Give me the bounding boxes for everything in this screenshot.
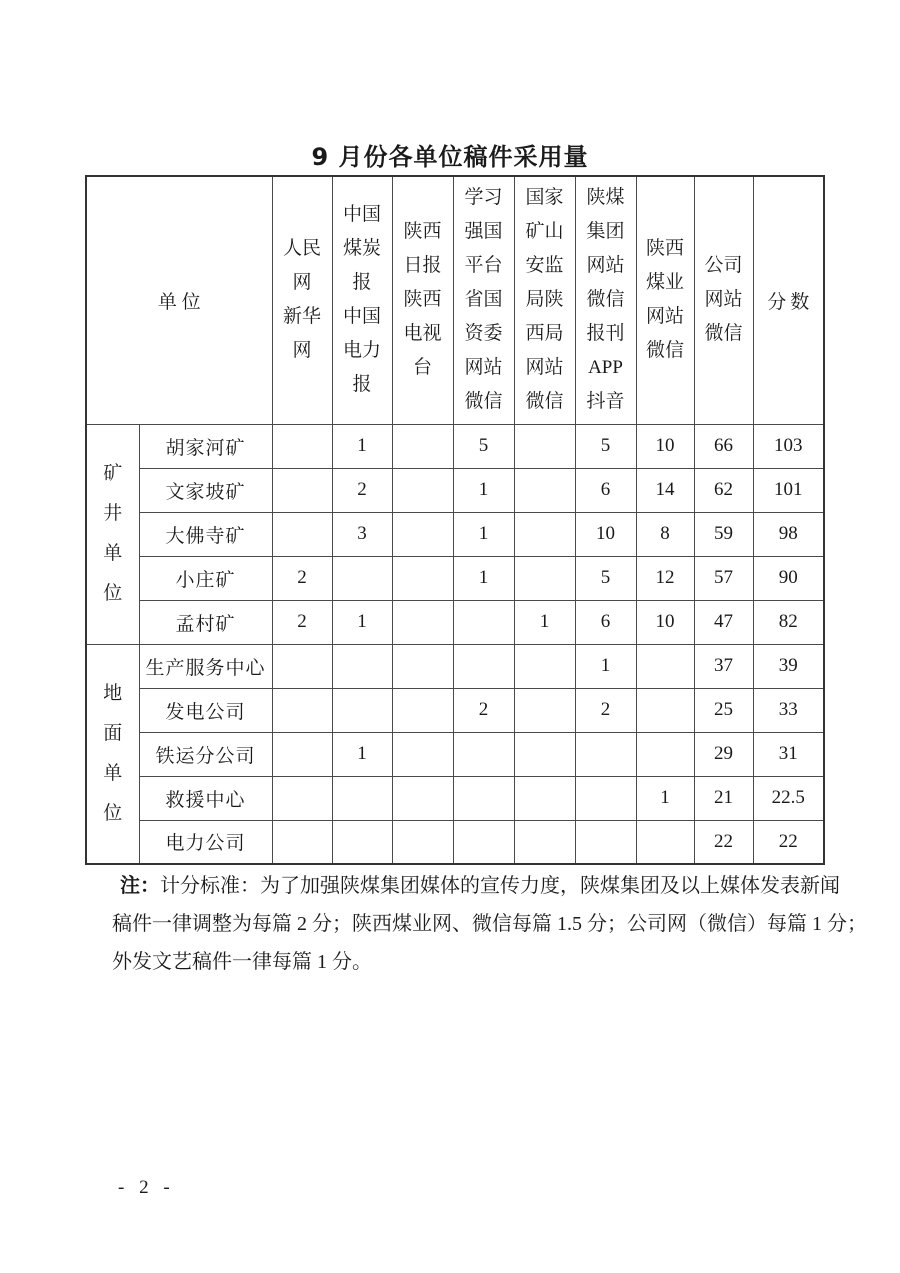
column-header-cell — [636, 176, 694, 424]
note-prefix: 注： — [120, 875, 160, 897]
value-cell — [636, 732, 694, 776]
unit-name-cell: 生产服务中心 — [139, 644, 272, 688]
value-cell: 2 — [575, 688, 636, 732]
column-header-line: 报刊 — [586, 323, 625, 345]
column-header-line: 台 — [413, 357, 433, 379]
unit-name-cell: 铁运分公司 — [139, 732, 272, 776]
column-header-line: 微信 — [525, 391, 564, 413]
value-cell — [332, 820, 392, 864]
column-header-line: 资委 — [464, 323, 503, 345]
table-row — [86, 820, 824, 864]
value-cell: 31 — [753, 732, 824, 776]
value-cell: 1 — [332, 600, 392, 644]
value-cell: 1 — [332, 424, 392, 468]
value-cell: 6 — [575, 600, 636, 644]
unit-name-cell: 发电公司 — [139, 688, 272, 732]
header-row — [86, 176, 824, 424]
value-cell — [514, 776, 575, 820]
value-cell: 2 — [453, 688, 514, 732]
column-header-line: 公司 — [704, 255, 743, 277]
value-cell — [514, 556, 575, 600]
column-header-line: 陕西 — [403, 221, 442, 243]
value-cell — [272, 732, 332, 776]
value-cell — [272, 688, 332, 732]
column-header-line: 日报 — [403, 255, 442, 277]
column-header-line: 微信 — [704, 323, 743, 345]
unit-name-cell: 大佛寺矿 — [139, 512, 272, 556]
value-cell — [453, 644, 514, 688]
column-header-line: 电视 — [403, 323, 442, 345]
scoring-note — [112, 867, 867, 981]
value-cell — [514, 688, 575, 732]
value-cell: 1 — [514, 600, 575, 644]
value-cell — [636, 820, 694, 864]
column-header-cell — [514, 176, 575, 424]
column-header-line: 网站 — [464, 357, 503, 379]
value-cell: 1 — [636, 776, 694, 820]
column-header-line: 网站 — [646, 306, 685, 328]
value-cell — [514, 644, 575, 688]
value-cell: 10 — [636, 424, 694, 468]
unit-name-cell: 电力公司 — [139, 820, 272, 864]
unit-name-cell: 胡家河矿 — [139, 424, 272, 468]
table-row — [86, 424, 824, 468]
value-cell — [514, 468, 575, 512]
value-cell — [272, 776, 332, 820]
column-header-line: 电力 — [343, 340, 382, 362]
value-cell: 10 — [575, 512, 636, 556]
column-header-line: 陕煤 — [586, 187, 625, 209]
value-cell — [453, 732, 514, 776]
column-header-line: 报 — [352, 272, 372, 294]
value-cell — [392, 600, 453, 644]
value-cell — [453, 820, 514, 864]
column-header-cell — [332, 176, 392, 424]
table-row — [86, 600, 824, 644]
value-cell — [575, 776, 636, 820]
value-cell: 6 — [575, 468, 636, 512]
score-header-cell: 分数 — [753, 176, 824, 424]
value-cell: 1 — [332, 732, 392, 776]
value-cell — [272, 468, 332, 512]
value-cell — [332, 644, 392, 688]
value-cell: 8 — [636, 512, 694, 556]
column-header-line: 人民 — [283, 238, 322, 260]
unit-name-cell: 救援中心 — [139, 776, 272, 820]
value-cell — [272, 424, 332, 468]
column-header-line: 新华 — [283, 306, 322, 328]
table-row — [86, 556, 824, 600]
group-label-cell — [86, 424, 139, 644]
table-row — [86, 644, 824, 688]
value-cell — [272, 512, 332, 556]
unit-name-cell: 孟村矿 — [139, 600, 272, 644]
column-header-line: 集团 — [586, 221, 625, 243]
column-header-line: 陕西 — [646, 238, 685, 260]
value-cell — [392, 732, 453, 776]
value-cell: 2 — [272, 556, 332, 600]
column-header-line: 报 — [352, 374, 372, 396]
value-cell — [392, 512, 453, 556]
value-cell — [575, 732, 636, 776]
column-header-line: 省国 — [464, 289, 503, 311]
value-cell: 1 — [453, 468, 514, 512]
column-header-line: 微信 — [586, 289, 625, 311]
value-cell: 21 — [694, 776, 753, 820]
table-row — [86, 776, 824, 820]
unit-header-cell: 单 位 — [86, 176, 272, 424]
column-header-line: 国家 — [525, 187, 564, 209]
group-label-char: 位 — [103, 802, 123, 824]
value-cell — [453, 776, 514, 820]
value-cell: 57 — [694, 556, 753, 600]
table-row — [86, 468, 824, 512]
column-header-line: APP — [588, 357, 623, 379]
value-cell: 5 — [453, 424, 514, 468]
value-cell — [332, 688, 392, 732]
unit-name-cell: 小庄矿 — [139, 556, 272, 600]
value-cell — [636, 688, 694, 732]
column-header-cell — [392, 176, 453, 424]
group-label-char: 地 — [103, 682, 123, 704]
value-cell: 47 — [694, 600, 753, 644]
column-header-cell — [575, 176, 636, 424]
group-label-char: 矿 — [103, 463, 123, 484]
value-cell: 82 — [753, 600, 824, 644]
value-cell — [392, 556, 453, 600]
value-cell: 29 — [694, 732, 753, 776]
column-header-cell — [453, 176, 514, 424]
value-cell — [392, 688, 453, 732]
value-cell: 5 — [575, 556, 636, 600]
column-header-line: 陕西 — [403, 289, 442, 311]
note-line: 稿件一律调整为每篇 2 分；陕西煤业网、微信每篇 1.5 分；公司网（微信）每篇 1 分； — [112, 913, 867, 935]
manuscript-usage-table — [85, 175, 825, 865]
column-header-line: 中国 — [343, 306, 382, 328]
value-cell — [392, 424, 453, 468]
value-cell: 22 — [694, 820, 753, 864]
group-label-char: 单 — [103, 543, 123, 564]
table-row — [86, 688, 824, 732]
column-header-line: 网站 — [704, 289, 743, 311]
group-label-char: 单 — [103, 762, 123, 784]
value-cell: 62 — [694, 468, 753, 512]
value-cell: 22 — [753, 820, 824, 864]
value-cell: 90 — [753, 556, 824, 600]
value-cell: 12 — [636, 556, 694, 600]
column-header-line: 学习 — [464, 187, 503, 209]
column-header-line: 网站 — [525, 357, 564, 379]
group-label-char: 面 — [103, 722, 123, 744]
value-cell — [332, 776, 392, 820]
value-cell: 1 — [453, 512, 514, 556]
value-cell — [392, 644, 453, 688]
column-header-line: 网站 — [586, 255, 625, 277]
value-cell — [272, 820, 332, 864]
column-header-line: 微信 — [464, 391, 503, 413]
value-cell: 2 — [272, 600, 332, 644]
note-text: 计分标准：为了加强陕煤集团媒体的宣传力度，陕煤集团及以上媒体发表新闻 — [160, 875, 840, 897]
value-cell: 25 — [694, 688, 753, 732]
group-label-char: 位 — [103, 583, 123, 604]
value-cell — [514, 732, 575, 776]
value-cell — [272, 644, 332, 688]
unit-name-cell: 文家坡矿 — [139, 468, 272, 512]
column-header-line: 强国 — [464, 221, 503, 243]
column-header-line: 中国 — [343, 204, 382, 226]
value-cell: 39 — [753, 644, 824, 688]
column-header-line: 煤炭 — [343, 238, 382, 260]
value-cell: 22.5 — [753, 776, 824, 820]
value-cell: 33 — [753, 688, 824, 732]
value-cell: 14 — [636, 468, 694, 512]
column-header-line: 煤业 — [646, 272, 685, 294]
value-cell: 5 — [575, 424, 636, 468]
value-cell — [392, 776, 453, 820]
value-cell: 1 — [575, 644, 636, 688]
value-cell: 101 — [753, 468, 824, 512]
value-cell: 3 — [332, 512, 392, 556]
column-header-line: 平台 — [464, 255, 503, 277]
value-cell: 66 — [694, 424, 753, 468]
table-row — [86, 732, 824, 776]
value-cell: 98 — [753, 512, 824, 556]
value-cell — [514, 820, 575, 864]
column-header-line: 西局 — [525, 323, 564, 345]
value-cell — [392, 468, 453, 512]
value-cell: 103 — [753, 424, 824, 468]
group-label-char: 井 — [103, 503, 123, 524]
table-row — [86, 512, 824, 556]
value-cell — [575, 820, 636, 864]
value-cell — [514, 424, 575, 468]
page-number: - 2 - — [118, 1177, 175, 1198]
column-header-line: 矿山 — [525, 221, 564, 243]
column-header-line: 网 — [292, 340, 312, 362]
value-cell: 10 — [636, 600, 694, 644]
column-header-cell — [694, 176, 753, 424]
column-header-line: 抖音 — [586, 391, 625, 413]
column-header-line: 微信 — [646, 340, 685, 362]
page-title: 9 月份各单位稿件采用量 — [311, 143, 589, 171]
note-line — [112, 867, 840, 905]
group-label-cell — [86, 644, 139, 864]
note-line: 外发文艺稿件一律每篇 1 分。 — [112, 951, 372, 973]
column-header-line: 安监 — [525, 255, 564, 277]
column-header-line: 局陕 — [525, 289, 564, 311]
value-cell: 1 — [453, 556, 514, 600]
value-cell — [453, 600, 514, 644]
value-cell: 2 — [332, 468, 392, 512]
column-header-line: 网 — [292, 272, 312, 294]
value-cell — [514, 512, 575, 556]
value-cell — [392, 820, 453, 864]
value-cell — [332, 556, 392, 600]
value-cell: 37 — [694, 644, 753, 688]
value-cell — [636, 644, 694, 688]
value-cell: 59 — [694, 512, 753, 556]
column-header-cell — [272, 176, 332, 424]
